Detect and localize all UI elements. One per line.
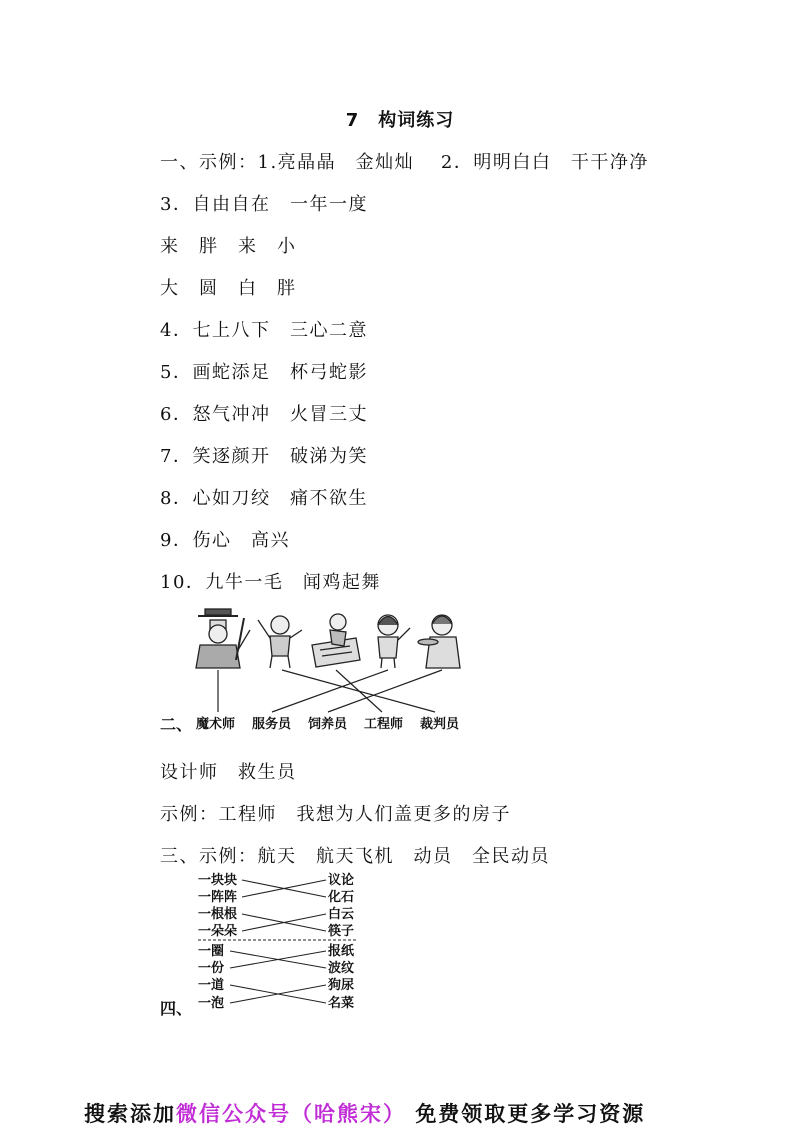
- occupation-label-2: 服务员: [252, 717, 292, 732]
- occupation-label-4: 工程师: [364, 717, 404, 732]
- answer-line-5: 4．七上八下 三心二意: [160, 320, 368, 341]
- answer-line-9: 8．心如刀绞 痛不欲生: [160, 488, 368, 509]
- footer-promo: [84, 1098, 645, 1128]
- answer-line-11: 10．九牛一毛 闻鸡起舞: [160, 572, 381, 593]
- answer-line-4: 大 圆 白 胖: [160, 278, 297, 299]
- left-word-3: 一根根: [198, 907, 238, 922]
- engineer-figure: [312, 614, 360, 667]
- answer-line-3: 来 胖 来 小: [160, 236, 297, 257]
- footer-highlight: 微信公众号（哈熊宋）: [176, 1101, 406, 1126]
- section2-extra: 设计师 救生员: [160, 762, 297, 783]
- left-word-7: 一道: [198, 978, 225, 993]
- right-word-8: 名菜: [328, 996, 355, 1011]
- right-word-1: 议论: [328, 873, 355, 888]
- left-word-6: 一份: [198, 961, 225, 976]
- answer-line-6: 5．画蛇添足 杯弓蛇影: [160, 362, 368, 383]
- right-word-3: 白云: [328, 907, 355, 922]
- right-word-6: 波纹: [328, 961, 355, 976]
- referee-figure: [258, 616, 302, 668]
- section2-example: 示例：工程师 我想为人们盖更多的房子: [160, 804, 511, 825]
- answer-line-2: 3．自由自在 一年一度: [160, 194, 368, 215]
- occupation-match-lines: [218, 670, 442, 712]
- occupation-label-1: 魔术师: [196, 717, 236, 732]
- section4-prefix: 四、: [160, 999, 193, 1018]
- magician-figure: [196, 609, 250, 668]
- right-word-5: 报纸: [328, 944, 355, 959]
- occupation-label-3: 饲养员: [308, 717, 348, 732]
- feeder-figure: [378, 615, 410, 668]
- answer-line-1: 一、示例：1.亮晶晶 金灿灿 2．明明白白 干干净净: [160, 152, 649, 173]
- answer-line-8: 7．笑逐颜开 破涕为笑: [160, 446, 368, 467]
- waiter-figure: [418, 615, 460, 668]
- right-word-2: 化石: [328, 890, 355, 905]
- left-word-2: 一阵阵: [198, 890, 238, 905]
- section2-prefix: 二、: [160, 715, 193, 734]
- answer-line-10: 9．伤心 高兴: [160, 530, 290, 551]
- section3-line: 三、示例：航天 航天飞机 动员 全民动员: [160, 846, 550, 867]
- footer-text-2: 免费领取更多学习资源: [415, 1101, 646, 1126]
- left-word-1: 一块块: [198, 873, 238, 888]
- left-word-8: 一泡: [198, 996, 225, 1011]
- answer-line-7: 6．怒气冲冲 火冒三丈: [160, 404, 368, 425]
- left-word-4: 一朵朵: [198, 924, 238, 939]
- right-word-4: 筷子: [328, 924, 355, 939]
- page-title: 7 构词练习: [345, 110, 455, 131]
- footer-text-1: 搜索添加: [84, 1101, 176, 1126]
- left-word-5: 一圈: [198, 944, 225, 959]
- occupation-label-5: 裁判员: [420, 717, 460, 732]
- right-word-7: 狗尿: [328, 978, 355, 993]
